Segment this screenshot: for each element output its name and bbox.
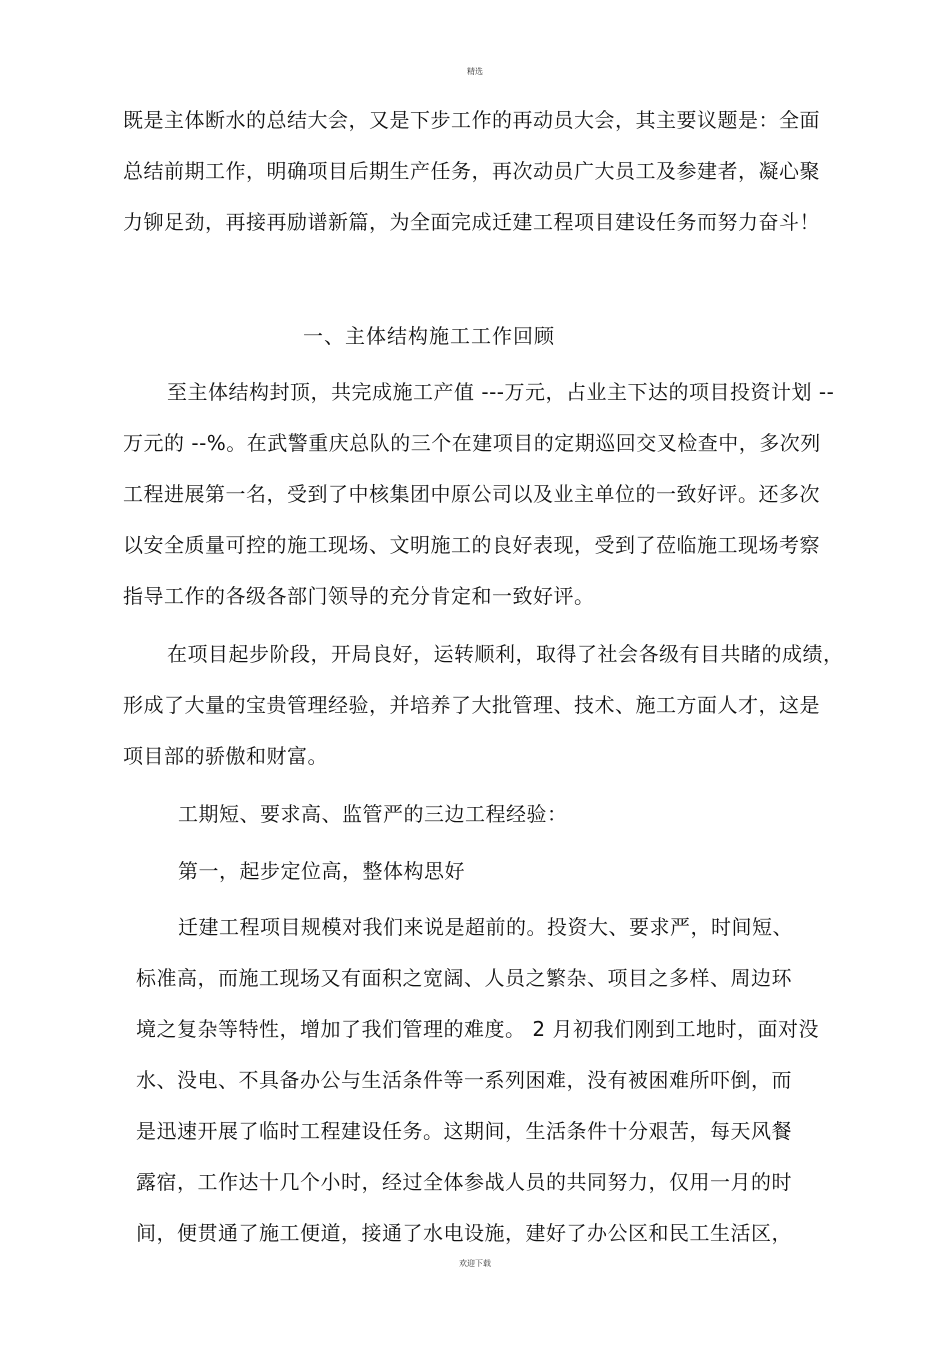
para1-line-5: 指导工作的各级各部门领导的充分肯定和一致好评。 xyxy=(123,584,595,608)
para5-line-4: 水、没电、不具备办公与生活条件等一系列困难，没有被困难所吓倒，而 xyxy=(136,1068,792,1092)
intro-line-1: 既是主体断水的总结大会，又是下步工作的再动员大会，其主要议题是：全面 xyxy=(123,108,820,132)
para5-line-1: 迁建工程项目规模对我们来说是超前的。投资大、要求严，时间短、 xyxy=(178,915,793,939)
para5-line-5: 是迅速开展了临时工程建设任务。这期间，生活条件十分艰苦，每天风餐 xyxy=(136,1119,792,1143)
para1-line-4: 以安全质量可控的施工现场、文明施工的良好表现，受到了莅临施工现场考察 xyxy=(123,533,820,557)
page-header: 精选 xyxy=(467,67,483,76)
para1-line-2: 万元的 --%。在武警重庆总队的三个在建项目的定期巡回交叉检查中，多次列 xyxy=(123,431,821,455)
para5-line-7: 间，便贯通了施工便道，接通了水电设施，建好了办公区和民工生活区， xyxy=(136,1221,792,1245)
para2-line-3: 项目部的骄傲和财富。 xyxy=(123,744,328,768)
para5-line-6: 露宿，工作达十几个小时，经过全体参战人员的共同努力，仅用一月的时 xyxy=(136,1170,792,1194)
para1-line-3: 工程进展第一名，受到了中核集团中原公司以及业主单位的一致好评。还多次 xyxy=(123,482,820,506)
page-footer: 欢迎下载 xyxy=(459,1259,491,1268)
intro-line-2: 总结前期工作，明确项目后期生产任务，再次动员广大员工及参建者，凝心聚 xyxy=(123,159,820,183)
para3-line: 工期短、要求高、监管严的三边工程经验： xyxy=(178,802,568,826)
section-heading: 一、主体结构施工工作回顾 xyxy=(303,324,555,348)
para4-line: 第一，起步定位高，整体构思好 xyxy=(178,859,465,883)
para5-line-3: 境之复杂等特性，增加了我们管理的难度。 2 月初我们刚到工地时，面对没 xyxy=(136,1017,819,1041)
para2-line-1: 在项目起步阶段，开局良好，运转顺利，取得了社会各级有目共睹的成绩， xyxy=(167,642,844,666)
para5-line-2: 标准高，而施工现场又有面积之宽阔、人员之繁杂、项目之多样、周边环 xyxy=(136,966,792,990)
para1-line-1: 至主体结构封顶，共完成施工产值 ---万元，占业主下达的项目投资计划 -- xyxy=(167,380,835,404)
intro-line-3: 力铆足劲，再接再励谱新篇，为全面完成迁建工程项目建设任务而努力奋斗！ xyxy=(123,210,820,234)
para2-line-2: 形成了大量的宝贵管理经验，并培养了大批管理、技术、施工方面人才，这是 xyxy=(123,693,820,717)
